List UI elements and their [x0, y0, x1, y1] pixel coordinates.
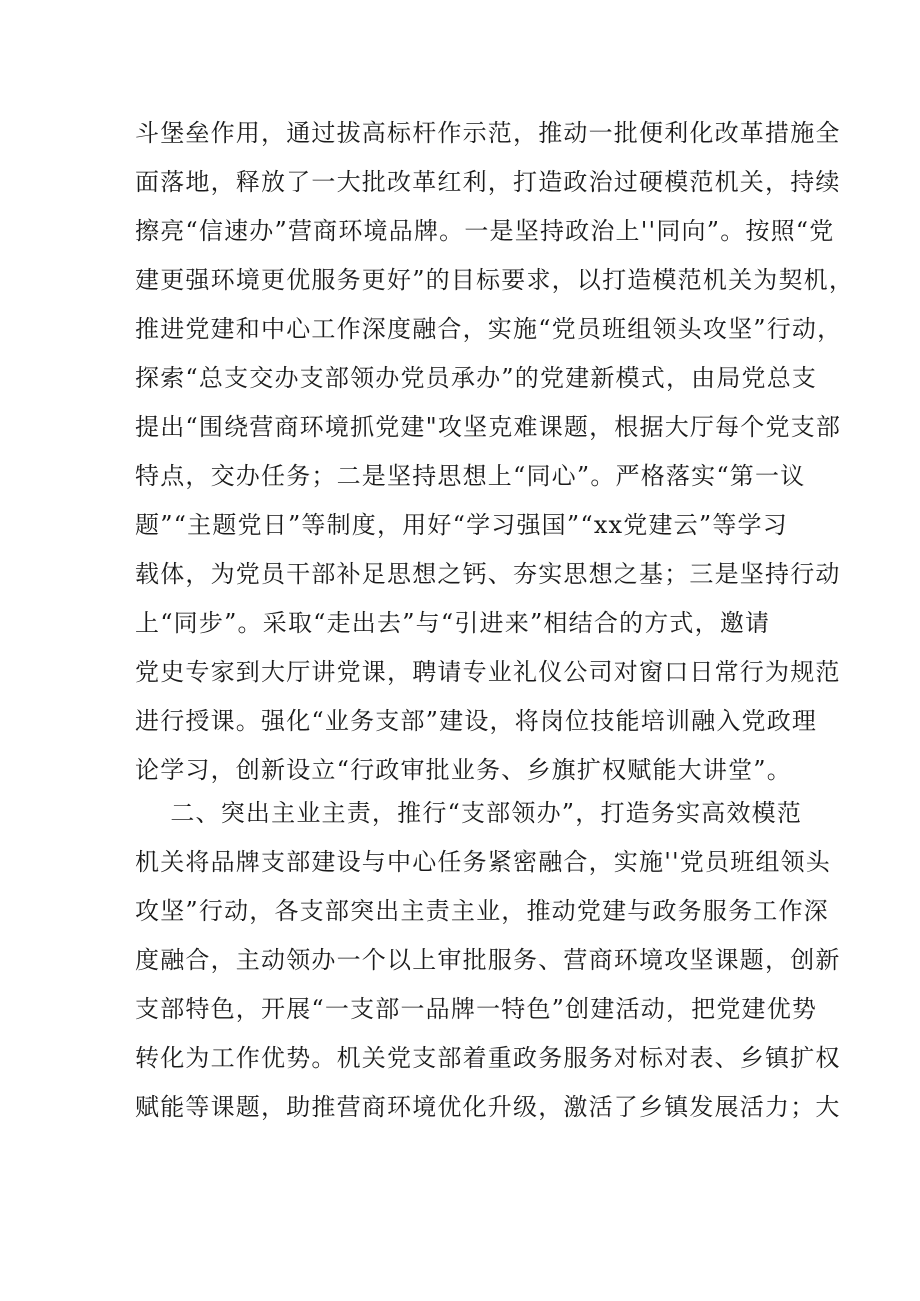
text-line: 擦亮“信速办”营商环境品牌。一是坚持政治上''同向”。按照“党 [135, 217, 835, 245]
text-line: 支部特色，开展“一支部一品牌一特色”创建活动，把党建优势 [135, 995, 818, 1023]
text-line: 探索“总支交办支部领办党员承办”的党建新模式，由局党总支 [135, 364, 818, 392]
paragraph-section-two [135, 789, 841, 1132]
text-line: 提出“围绕营商环境抓党建"攻坚克难课题，根据大厅每个党支部 [135, 413, 842, 441]
text-line: 特点，交办任务；二是坚持思想上“同心”。严格落实“第一议 [135, 462, 806, 490]
paragraph-party-building-measures [135, 109, 855, 795]
text-line: 赋能等课题，助推营商环境优化升级，激活了乡镇发展活力；大 [135, 1093, 841, 1121]
text-line: 机关将品牌支部建设与中心任务紧密融合，实施''党员班组领头 [135, 848, 831, 876]
text-line: 二、突出主业主责，推行“支部领办”，打造务实高效模范 [135, 799, 803, 827]
text-line: 面落地，释放了一大批改革红利，打造政治过硬模范机关，持续 [135, 168, 841, 196]
text-line: 度融合，主动领办一个以上审批服务、营商环境攻坚课题，创新 [135, 946, 841, 974]
text-line: 攻坚”行动，各支部突出主责主业，推动党建与政务服务工作深 [135, 897, 829, 925]
text-line: 载体，为党员干部补足思想之钙、夯实思想之基；三是坚持行动 [135, 560, 841, 588]
text-line: 党史专家到大厅讲党课，聘请专业礼仪公司对窗口日常行为规范 [135, 658, 841, 686]
text-line: 上“同步”。采取“走出去”与“引进来”相结合的方式，邀请 [135, 609, 771, 637]
text-line: 题”“主题党日”等制度，用好“学习强国”“xx党建云”等学习 [135, 511, 788, 539]
text-line: 转化为工作优势。机关党支部着重政务服务对标对表、乡镇扩权 [135, 1044, 841, 1072]
text-line: 建更强环境更优服务更好”的目标要求，以打造模范机关为契机， [135, 266, 855, 294]
text-line: 论学习，创新设立“行政审批业务、乡旗扩权赋能大讲堂”。 [135, 756, 792, 784]
text-line: 推进党建和中心工作深度融合，实施“党员班组领头攻坚”行动， [135, 315, 843, 343]
text-line: 进行授课。强化“业务支部”建设，将岗位技能培训融入党政理 [135, 707, 818, 735]
text-line: 斗堡垒作用，通过拔高标杆作示范，推动一批便利化改革措施全 [135, 119, 841, 147]
